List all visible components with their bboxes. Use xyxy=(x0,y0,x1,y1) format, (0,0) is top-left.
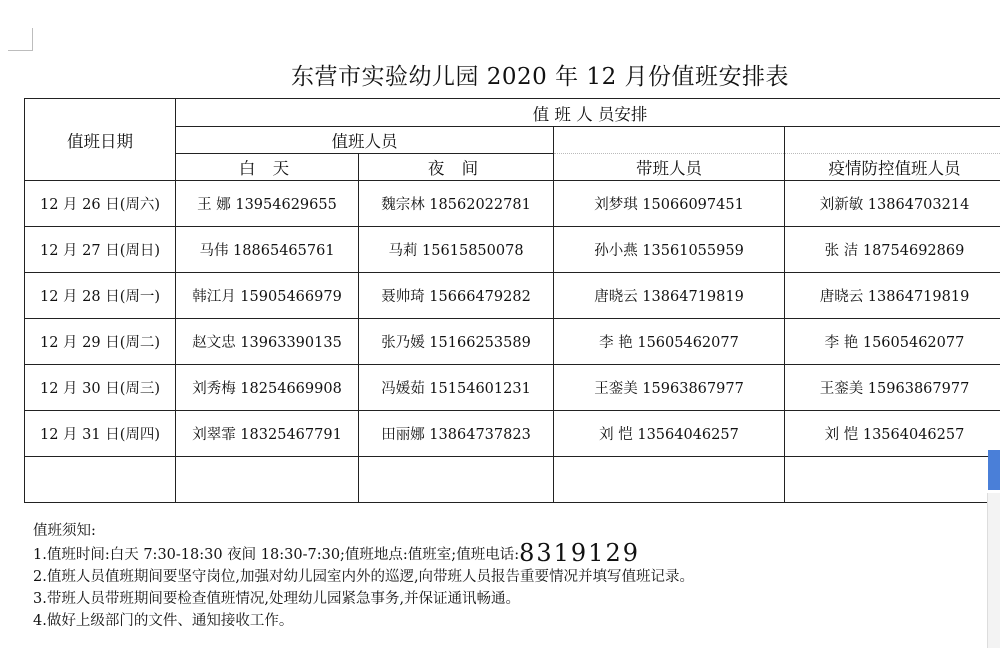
subgroup-header-duty: 值班人员 xyxy=(176,127,554,154)
epidemic-staff-cell: 刘 恺 13564046257 xyxy=(785,411,1000,457)
night-staff-cell: 马莉 15615850078 xyxy=(359,227,554,273)
epidemic-staff-cell: 刘新敏 13864703214 xyxy=(785,181,1000,227)
date-cell: 12 月 31 日(周四) xyxy=(25,411,176,457)
col-header-date: 值班日期 xyxy=(25,99,176,181)
notes-line-3: 3.带班人员带班期间要检查值班情况,处理幼儿园紧急事务,并保证通讯畅通。 xyxy=(33,591,521,607)
day-staff-cell: 韩江月 15905466979 xyxy=(176,273,359,319)
night-staff-cell: 聂帅琦 15666479282 xyxy=(359,273,554,319)
date-cell: 12 月 29 日(周二) xyxy=(25,319,176,365)
blank-header-cell-leader xyxy=(554,127,785,154)
page-title: 东营市实验幼儿园 2020 年 12 月份值班安排表 xyxy=(290,64,790,90)
epidemic-staff-cell: 王銮美 15963867977 xyxy=(785,365,1000,411)
empty-cell xyxy=(25,457,176,503)
scrollbar-thumb[interactable] xyxy=(988,450,1000,490)
date-cell: 12 月 27 日(周日) xyxy=(25,227,176,273)
day-staff-cell: 赵文忠 13963390135 xyxy=(176,319,359,365)
duty-schedule-table xyxy=(24,98,1000,503)
scrollbar-track[interactable] xyxy=(987,493,1000,648)
table-row xyxy=(25,411,1000,457)
empty-cell xyxy=(554,457,785,503)
epidemic-staff-cell: 唐晓云 13864719819 xyxy=(785,273,1000,319)
empty-table-row xyxy=(25,457,1000,503)
notes-line-1-text: 1.值班时间:白天 7:30-18:30 夜间 18:30-7:30;值班地点:值班室;值班电话: xyxy=(33,547,520,563)
empty-cell xyxy=(785,457,1000,503)
page-corner-mark xyxy=(8,28,33,51)
leader-cell: 孙小燕 13561055959 xyxy=(554,227,785,273)
day-staff-cell: 马伟 18865465761 xyxy=(176,227,359,273)
night-staff-cell: 田丽娜 13864737823 xyxy=(359,411,554,457)
notes-line-1 xyxy=(33,539,694,567)
day-staff-cell: 刘秀梅 18254669908 xyxy=(176,365,359,411)
day-staff-cell: 王 娜 13954629655 xyxy=(176,181,359,227)
epidemic-staff-cell: 李 艳 15605462077 xyxy=(785,319,1000,365)
leader-cell: 刘 恺 13564046257 xyxy=(554,411,785,457)
leader-cell: 唐晓云 13864719819 xyxy=(554,273,785,319)
empty-cell xyxy=(176,457,359,503)
notes-heading: 值班须知: xyxy=(33,523,96,539)
duty-phone-number: 8319129 xyxy=(519,539,640,567)
group-header-staff: 值 班 人 员安排 xyxy=(176,99,1000,127)
col-header-epidemic: 疫情防控值班人员 xyxy=(785,154,1000,181)
leader-cell: 李 艳 15605462077 xyxy=(554,319,785,365)
epidemic-staff-cell: 张 洁 18754692869 xyxy=(785,227,1000,273)
night-staff-cell: 冯媛茹 15154601231 xyxy=(359,365,554,411)
date-cell: 12 月 30 日(周三) xyxy=(25,365,176,411)
empty-cell xyxy=(359,457,554,503)
col-header-night: 夜 间 xyxy=(359,154,554,181)
col-header-day: 白 天 xyxy=(176,154,359,181)
date-cell: 12 月 28 日(周一) xyxy=(25,273,176,319)
table-row xyxy=(25,181,1000,227)
table-row xyxy=(25,319,1000,365)
notes-line-2: 2.值班人员值班期间要坚守岗位,加强对幼儿园室内外的巡逻,向带班人员报告重要情况并填写值班记录。 xyxy=(33,569,695,585)
header-row-1 xyxy=(25,99,1000,127)
table-row xyxy=(25,365,1000,411)
blank-header-cell-epidemic xyxy=(785,127,1000,154)
leader-cell: 刘梦琪 15066097451 xyxy=(554,181,785,227)
table-row xyxy=(25,273,1000,319)
day-staff-cell: 刘翠霏 18325467791 xyxy=(176,411,359,457)
date-cell: 12 月 26 日(周六) xyxy=(25,181,176,227)
table-row xyxy=(25,227,1000,273)
leader-cell: 王銮美 15963867977 xyxy=(554,365,785,411)
duty-notes xyxy=(33,520,694,632)
notes-line-4: 4.做好上级部门的文件、通知接收工作。 xyxy=(33,613,294,629)
night-staff-cell: 魏宗林 18562022781 xyxy=(359,181,554,227)
col-header-leader: 带班人员 xyxy=(554,154,785,181)
night-staff-cell: 张乃媛 15166253589 xyxy=(359,319,554,365)
